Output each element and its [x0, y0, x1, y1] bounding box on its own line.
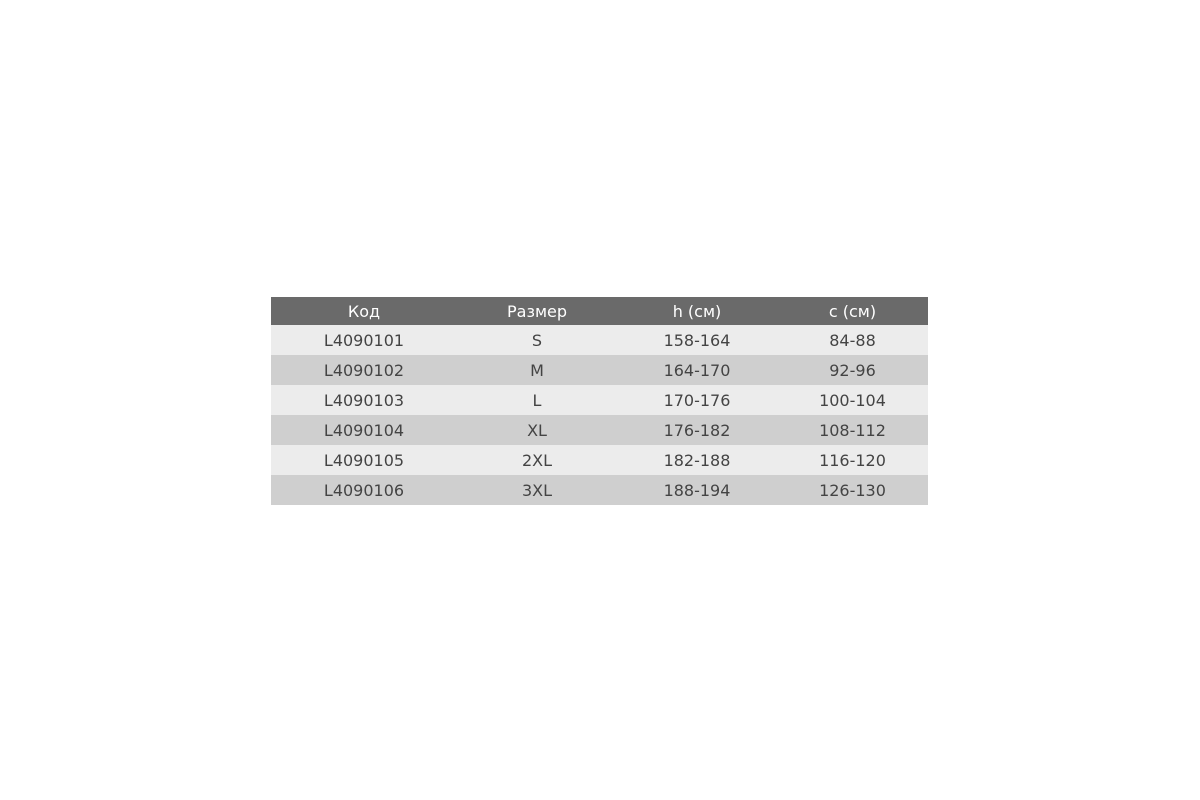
cell-size: S: [457, 325, 617, 355]
header-code: Код: [271, 297, 457, 325]
cell-code: L4090104: [271, 415, 457, 445]
cell-code: L4090103: [271, 385, 457, 415]
size-table: [271, 297, 928, 505]
cell-chest: 108-112: [777, 415, 928, 445]
table-row: [271, 475, 928, 505]
cell-chest: 92-96: [777, 355, 928, 385]
header-row: [271, 297, 928, 325]
cell-height: 164-170: [617, 355, 777, 385]
table-row: [271, 385, 928, 415]
cell-height: 170-176: [617, 385, 777, 415]
table-body: [271, 325, 928, 505]
cell-size: M: [457, 355, 617, 385]
cell-chest: 100-104: [777, 385, 928, 415]
table-row: [271, 415, 928, 445]
cell-chest: 116-120: [777, 445, 928, 475]
cell-height: 182-188: [617, 445, 777, 475]
cell-chest: 84-88: [777, 325, 928, 355]
cell-size: L: [457, 385, 617, 415]
cell-chest: 126-130: [777, 475, 928, 505]
cell-height: 176-182: [617, 415, 777, 445]
cell-size: 3XL: [457, 475, 617, 505]
header-size: Размер: [457, 297, 617, 325]
cell-height: 158-164: [617, 325, 777, 355]
cell-size: XL: [457, 415, 617, 445]
cell-code: L4090105: [271, 445, 457, 475]
table-row: [271, 325, 928, 355]
table-row: [271, 355, 928, 385]
cell-code: L4090106: [271, 475, 457, 505]
cell-code: L4090101: [271, 325, 457, 355]
cell-height: 188-194: [617, 475, 777, 505]
cell-code: L4090102: [271, 355, 457, 385]
table-row: [271, 445, 928, 475]
table-header: [271, 297, 928, 325]
cell-size: 2XL: [457, 445, 617, 475]
header-height: h (см): [617, 297, 777, 325]
header-chest: с (см): [777, 297, 928, 325]
